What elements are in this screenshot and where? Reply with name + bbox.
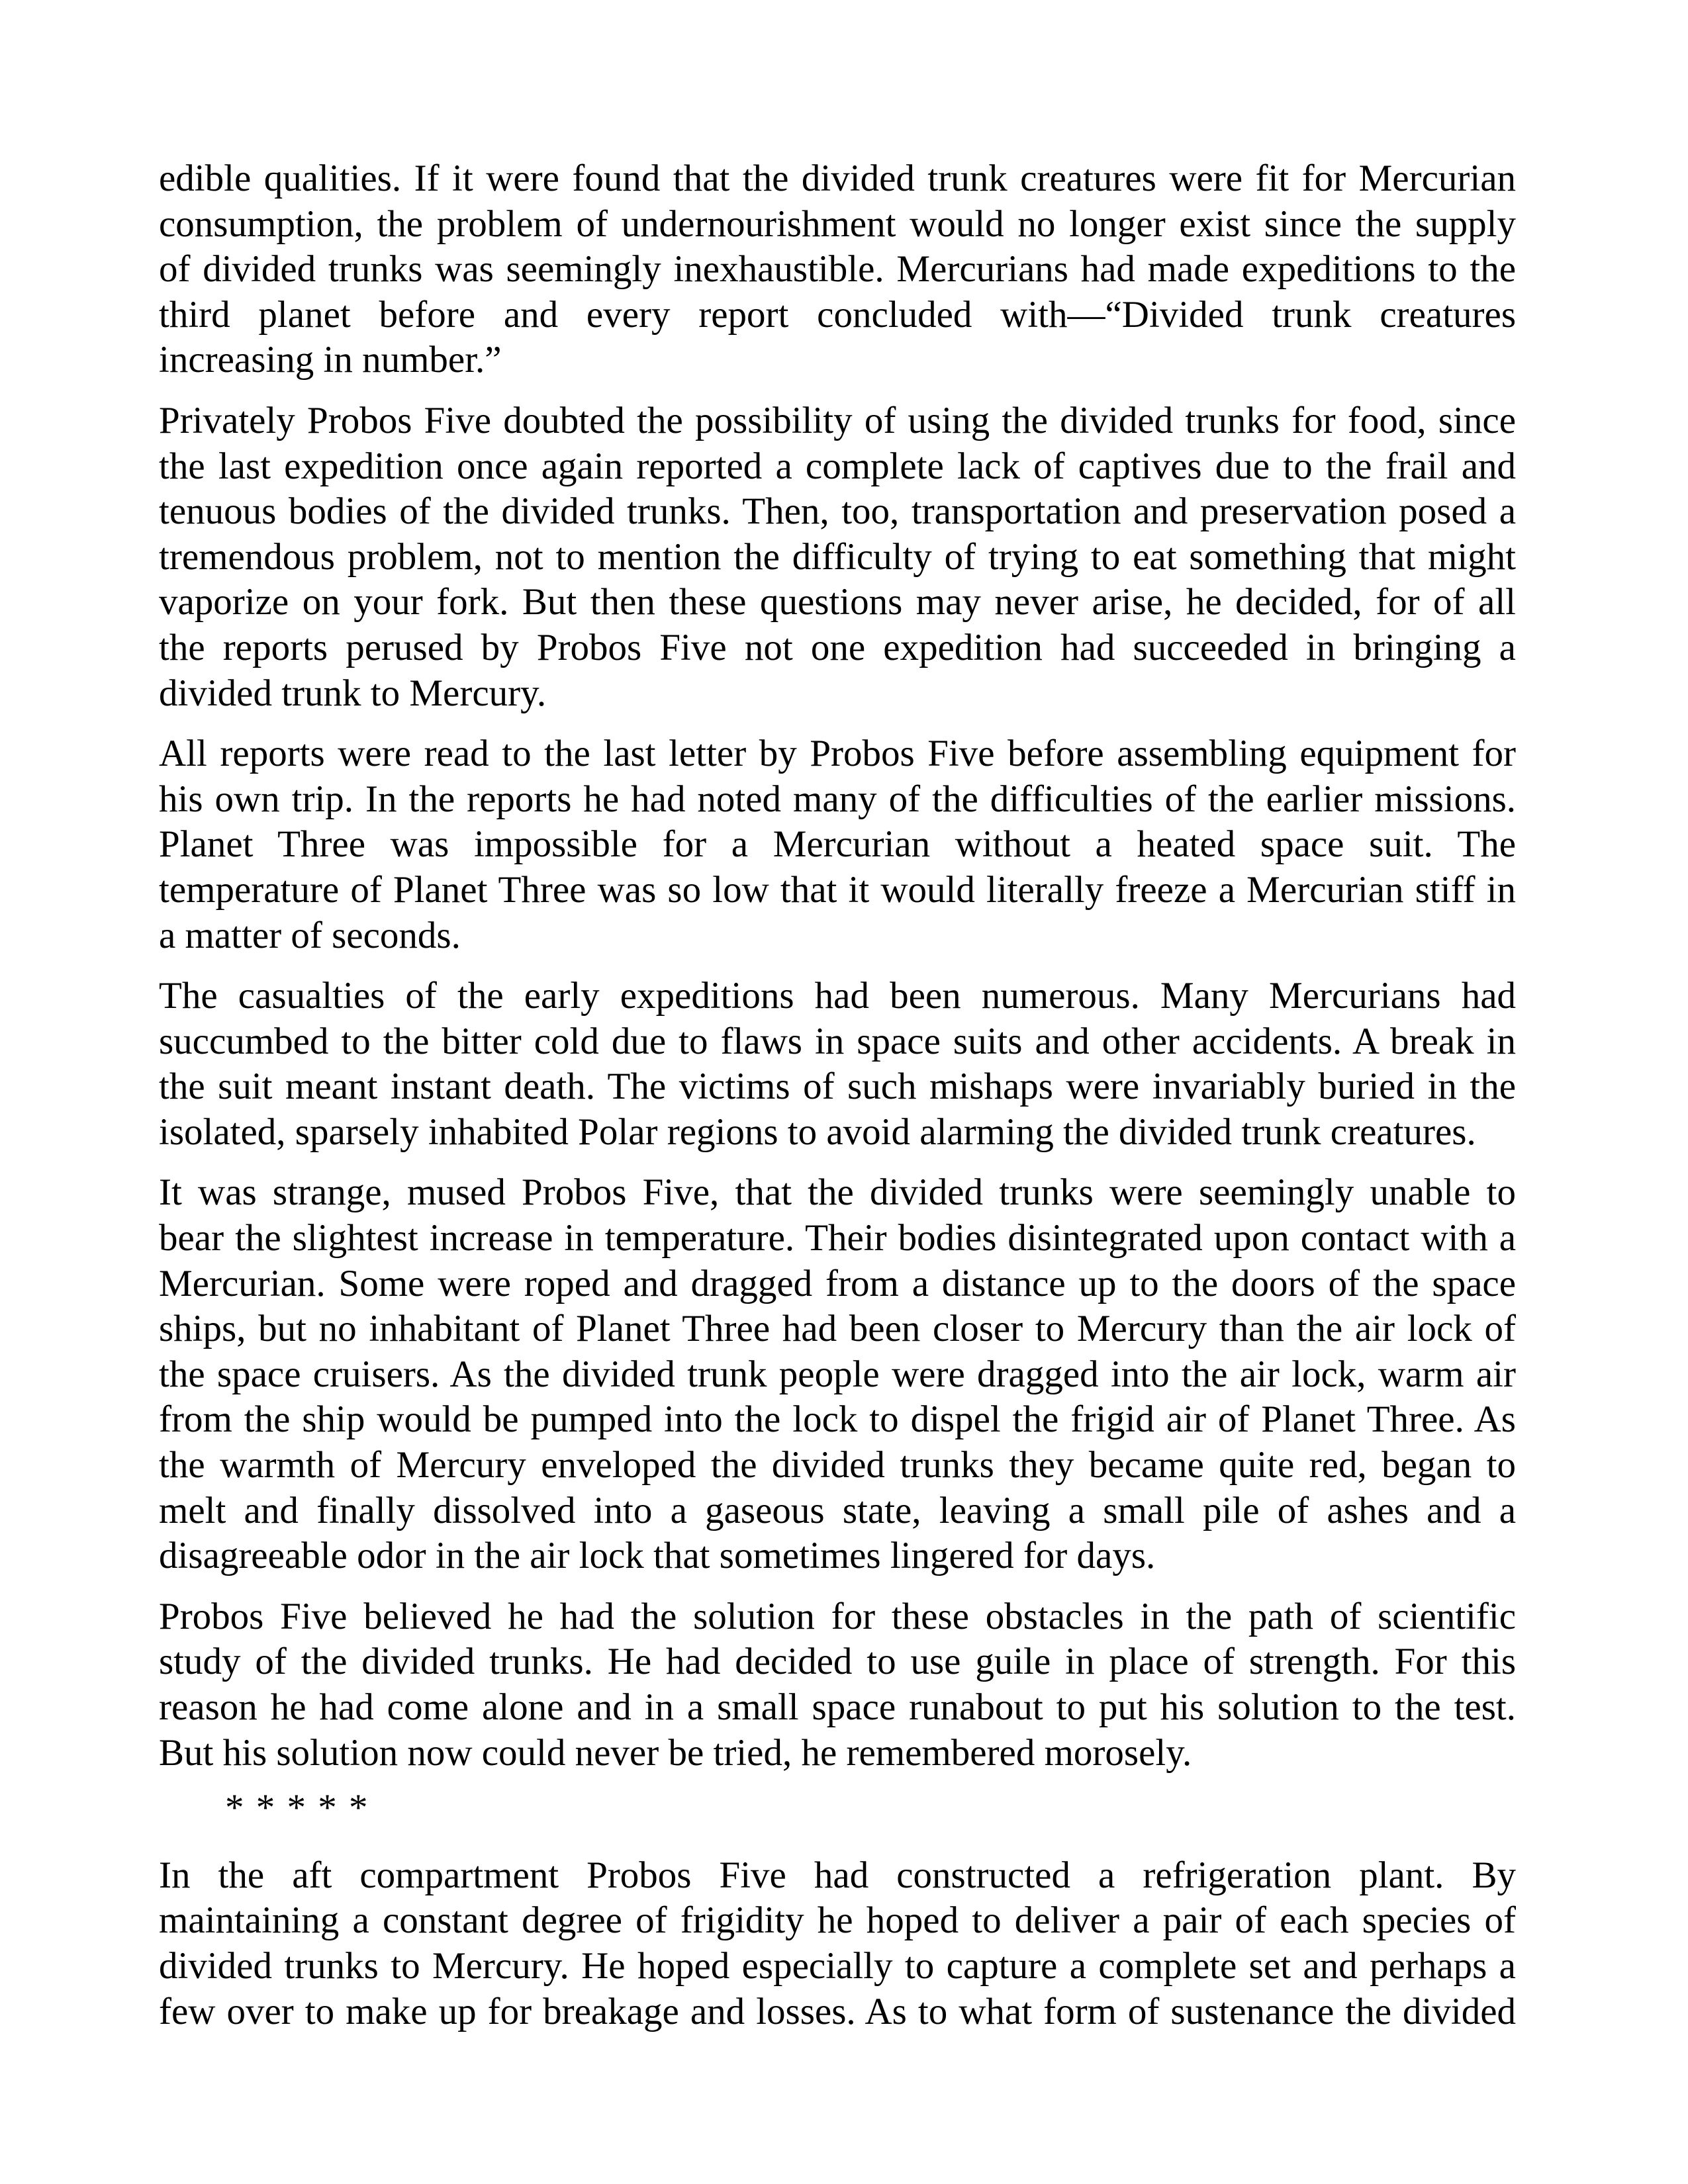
text-line: increasing in number.” — [159, 339, 502, 381]
text-line: third planet before and every report concluded with—“Divided trunk creatures — [159, 293, 1516, 336]
text-line: few over to make up for breakage and losses. As to what form of sustenance the divided — [159, 1990, 1516, 2032]
text-line: bear the slightest increase in temperature. Their bodies disintegrated upon contact with a — [159, 1217, 1516, 1259]
text-line: from the ship would be pumped into the lock to dispel the frigid air of Planet Three. As — [159, 1398, 1516, 1441]
text-line: Probos Five believed he had the solution for these obstacles in the path of scientific — [159, 1595, 1516, 1637]
text-line: temperature of Planet Three was so low that it would literally freeze a Mercurian stiff in — [159, 868, 1516, 911]
text-line: the last expedition once again reported a complete lack of captives due to the frail and — [159, 445, 1516, 487]
text-line: In the aft compartment Probos Five had constructed a refrigeration plant. By — [159, 1854, 1516, 1896]
text-line: reason he had come alone and in a small space runabout to put his solution to the test. — [159, 1686, 1516, 1728]
text-line: isolated, sparsely inhabited Polar regions to avoid alarming the divided trunk creatures. — [159, 1111, 1476, 1153]
text-line: succumbed to the bitter cold due to flaws in space suits and other accidents. A break in — [159, 1020, 1516, 1062]
paragraph — [159, 398, 1516, 716]
text-line: consumption, the problem of undernourishment would no longer exist since the supply — [159, 203, 1516, 245]
text-line: divided trunks to Mercury. He hoped especially to capture a complete set and perhaps a — [159, 1944, 1516, 1987]
text-line: All reports were read to the last letter by Probos Five before assembling equipment for — [159, 733, 1516, 775]
text-line: Planet Three was impossible for a Mercurian without a heated space suit. The — [159, 823, 1516, 866]
text-line: ships, but no inhabitant of Planet Three had been closer to Mercury than the air lock of — [159, 1308, 1516, 1350]
text-line: Privately Probos Five doubted the possibility of using the divided trunks for food, since — [159, 399, 1516, 441]
paragraph — [159, 974, 1516, 1155]
paragraph — [159, 156, 1516, 383]
paragraph — [159, 1853, 1516, 2034]
text-line: It was strange, mused Probos Five, that the divided trunks were seemingly unable to — [159, 1171, 1516, 1214]
text-line: disagreeable odor in the air lock that sometimes lingered for days. — [159, 1535, 1156, 1577]
paragraph — [159, 1594, 1516, 1776]
text-line: the suit meant instant death. The victims of such mishaps were invariably buried in the — [159, 1066, 1516, 1108]
text-line: a matter of seconds. — [159, 914, 461, 956]
text-line: vaporize on your fork. But then these questions may never arise, he decided, for of all — [159, 581, 1516, 623]
text-line: the space cruisers. As the divided trunk people were dragged into the air lock, warm air — [159, 1353, 1516, 1395]
text-line: the warmth of Mercury enveloped the divided trunks they became quite red, began to — [159, 1444, 1516, 1486]
paragraph — [159, 731, 1516, 958]
text-line: maintaining a constant degree of frigidity he hoped to deliver a pair of each species of — [159, 1899, 1516, 1942]
section-separator: * * * * * — [225, 1787, 369, 1829]
document-page — [159, 156, 1516, 2050]
text-line: Mercurian. Some were roped and dragged from a distance up to the doors of the space — [159, 1262, 1516, 1304]
text-line: of divided trunks was seemingly inexhaustible. Mercurians had made expeditions to the — [159, 248, 1516, 291]
text-line: The casualties of the early expeditions had been numerous. Many Mercurians had — [159, 975, 1516, 1017]
text-line: study of the divided trunks. He had decided to use guile in place of strength. For this — [159, 1641, 1516, 1683]
paragraph — [159, 1170, 1516, 1578]
text-line: But his solution now could never be tried, he remembered morosely. — [159, 1731, 1192, 1774]
text-line: the reports perused by Probos Five not one expedition had succeeded in bringing a — [159, 626, 1516, 668]
text-line: tremendous problem, not to mention the difficulty of trying to eat something that might — [159, 535, 1516, 578]
text-line: divided trunk to Mercury. — [159, 672, 547, 714]
text-line: tenuous bodies of the divided trunks. Then, too, transportation and preservation posed a — [159, 490, 1516, 533]
text-line: melt and finally dissolved into a gaseous state, leaving a small pile of ashes and a — [159, 1489, 1516, 1531]
text-line: his own trip. In the reports he had noted many of the difficulties of the earlier missions. — [159, 778, 1516, 820]
text-line: edible qualities. If it were found that the divided trunk creatures were fit for Mercurian — [159, 158, 1516, 199]
